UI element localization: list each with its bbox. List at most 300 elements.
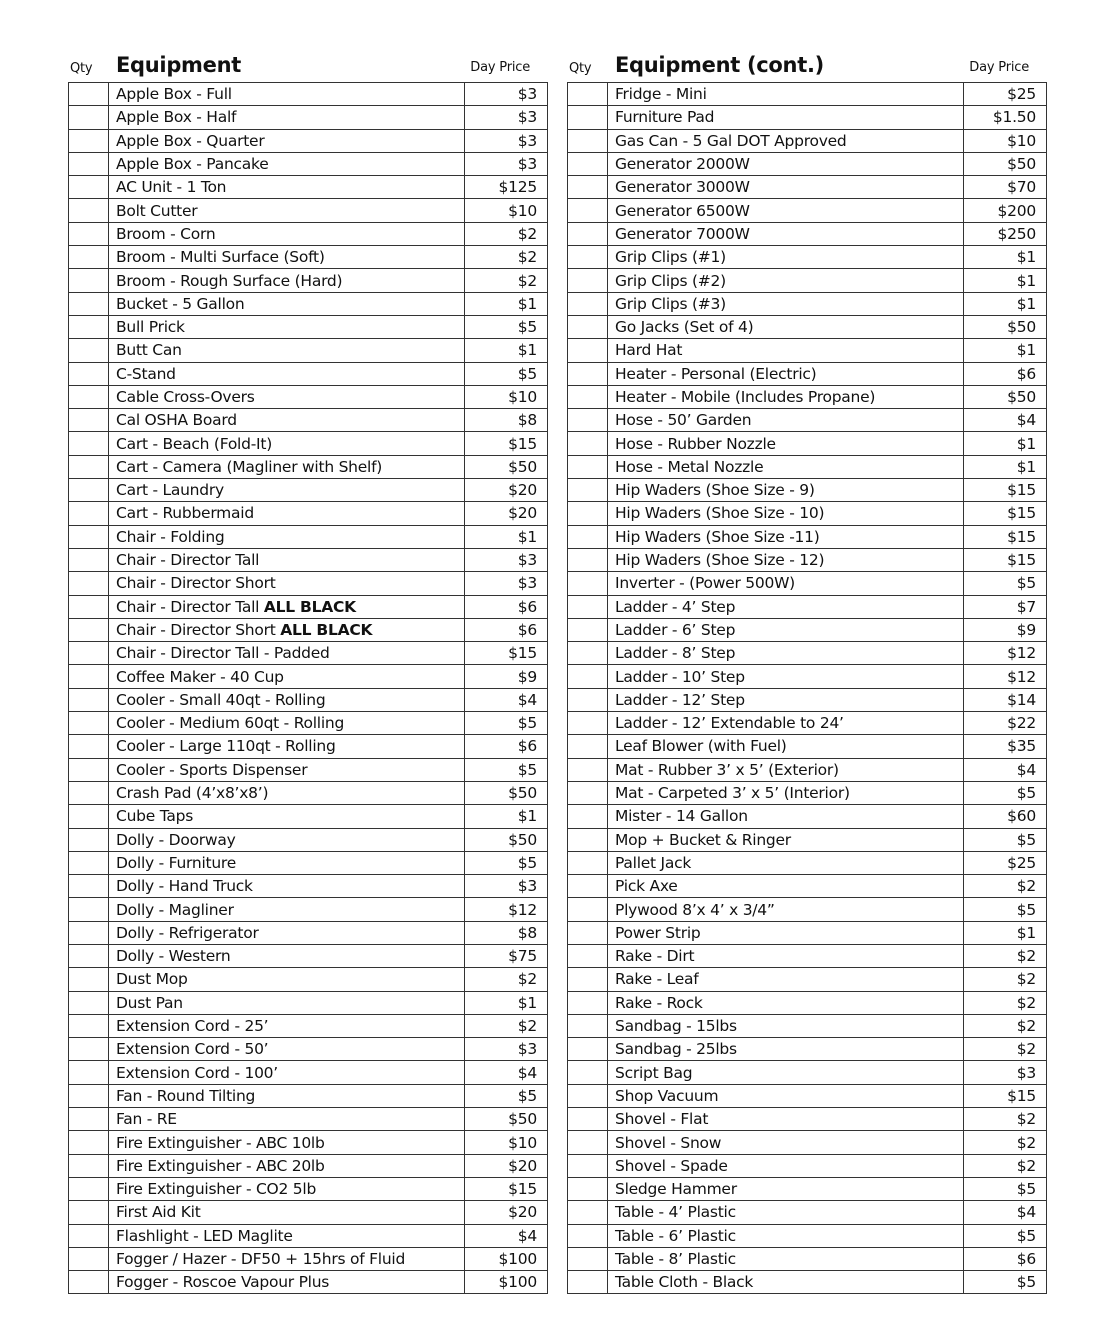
item-name: Pallet Jack <box>615 853 692 872</box>
item-name-cell <box>109 1271 465 1294</box>
day-price-cell: $2 <box>964 944 1047 967</box>
day-price-cell: $1 <box>964 246 1047 269</box>
table-row <box>69 525 548 548</box>
item-name-cell <box>608 152 964 175</box>
item-name-cell <box>109 688 465 711</box>
item-name-cell <box>608 618 964 641</box>
qty-cell[interactable] <box>69 339 109 362</box>
qty-cell[interactable] <box>568 315 608 338</box>
item-name-cell <box>109 1014 465 1037</box>
qty-cell[interactable] <box>568 944 608 967</box>
day-price-cell: $1 <box>465 805 548 828</box>
item-name: Fire Extinguisher - ABC 10lb <box>116 1133 325 1152</box>
qty-cell[interactable] <box>568 688 608 711</box>
item-name: Hip Waders (Shoe Size - 12) <box>615 551 825 570</box>
item-name-cell <box>109 129 465 152</box>
qty-cell[interactable] <box>568 83 608 106</box>
day-price-cell: $2 <box>964 875 1047 898</box>
item-name-cell <box>109 595 465 618</box>
qty-cell[interactable] <box>69 152 109 175</box>
item-name: Generator 7000W <box>615 224 750 243</box>
day-price-cell: $15 <box>465 642 548 665</box>
table-row <box>568 1247 1047 1270</box>
item-name-cell <box>608 805 964 828</box>
table-row <box>69 176 548 199</box>
qty-cell[interactable] <box>568 712 608 735</box>
item-name: Mat - Carpeted 3’ x 5’ (Interior) <box>615 784 850 803</box>
qty-cell[interactable] <box>69 432 109 455</box>
table-row <box>69 83 548 106</box>
qty-cell[interactable] <box>69 875 109 898</box>
day-price-cell: $1 <box>964 921 1047 944</box>
qty-cell[interactable] <box>69 525 109 548</box>
qty-cell[interactable] <box>568 129 608 152</box>
item-name: Broom - Multi Surface (Soft) <box>116 248 325 267</box>
day-price-cell: $20 <box>465 479 548 502</box>
qty-cell[interactable] <box>568 502 608 525</box>
table-row <box>568 315 1047 338</box>
table-row <box>568 851 1047 874</box>
qty-cell[interactable] <box>69 455 109 478</box>
day-price-cell: $1 <box>465 292 548 315</box>
item-name-cell <box>109 642 465 665</box>
day-price-cell: $2 <box>465 269 548 292</box>
item-name-cell <box>109 944 465 967</box>
day-price-cell: $3 <box>465 129 548 152</box>
day-price-cell: $6 <box>465 618 548 641</box>
item-name: Mop + Bucket & Ringer <box>615 830 791 849</box>
day-price-cell: $4 <box>964 409 1047 432</box>
table-row <box>69 1131 548 1154</box>
item-name: Hose - Rubber Nozzle <box>615 434 776 453</box>
item-name: Ladder - 12’ Extendable to 24’ <box>615 714 844 733</box>
item-name-cell <box>109 851 465 874</box>
qty-cell[interactable] <box>69 1014 109 1037</box>
qty-cell[interactable] <box>69 385 109 408</box>
day-price-cell: $22 <box>964 712 1047 735</box>
day-price-cell: $10 <box>465 199 548 222</box>
qty-cell[interactable] <box>69 129 109 152</box>
day-price-cell: $25 <box>964 851 1047 874</box>
table-row <box>568 432 1047 455</box>
item-name: Extension Cord - 50’ <box>116 1040 269 1059</box>
day-price-cell: $2 <box>964 1154 1047 1177</box>
table-row <box>568 1061 1047 1084</box>
item-name: Cooler - Large 110qt - Rolling <box>116 737 336 756</box>
qty-cell[interactable] <box>568 1061 608 1084</box>
item-name-cell <box>109 502 465 525</box>
item-name: Dolly - Magliner <box>116 900 234 919</box>
table-row <box>568 1038 1047 1061</box>
item-name-emphasis: ALL BLACK <box>280 620 373 639</box>
qty-cell[interactable] <box>69 712 109 735</box>
qty-cell[interactable] <box>69 688 109 711</box>
item-name-cell <box>608 362 964 385</box>
day-price-cell: $25 <box>964 83 1047 106</box>
qty-cell[interactable] <box>69 83 109 106</box>
item-name: Script Bag <box>615 1063 693 1082</box>
item-name: Hard Hat <box>615 341 683 360</box>
item-name: Apple Box - Half <box>116 108 237 127</box>
qty-cell[interactable] <box>568 222 608 245</box>
day-price-cell: $15 <box>964 548 1047 571</box>
item-name: Mister - 14 Gallon <box>615 807 748 826</box>
table-row <box>568 409 1047 432</box>
day-price-cell: $2 <box>465 968 548 991</box>
item-name-cell <box>608 1014 964 1037</box>
qty-cell[interactable] <box>568 991 608 1014</box>
qty-cell[interactable] <box>568 176 608 199</box>
item-name: Shovel - Flat <box>615 1110 709 1129</box>
day-price-cell: $2 <box>465 246 548 269</box>
qty-cell[interactable] <box>568 479 608 502</box>
day-price-cell: $9 <box>465 665 548 688</box>
day-price-cell: $100 <box>465 1271 548 1294</box>
day-price-cell: $50 <box>964 385 1047 408</box>
day-price-cell: $15 <box>964 479 1047 502</box>
qty-cell[interactable] <box>69 1177 109 1200</box>
day-price-cell: $12 <box>465 898 548 921</box>
item-name: Power Strip <box>615 923 701 942</box>
table-row <box>568 898 1047 921</box>
item-name-cell <box>608 106 964 129</box>
item-name: Heater - Personal (Electric) <box>615 364 817 383</box>
table-row <box>568 385 1047 408</box>
item-name-cell <box>608 292 964 315</box>
day-price-cell: $4 <box>465 688 548 711</box>
qty-cell[interactable] <box>568 339 608 362</box>
item-name: Hose - Metal Nozzle <box>615 457 764 476</box>
qty-cell[interactable] <box>568 921 608 944</box>
table-row <box>69 479 548 502</box>
table-row <box>568 152 1047 175</box>
qty-cell[interactable] <box>69 805 109 828</box>
table-row <box>568 712 1047 735</box>
item-name-cell <box>608 1131 964 1154</box>
item-name: Table Cloth - Black <box>615 1273 754 1292</box>
day-price-cell: $2 <box>465 1014 548 1037</box>
qty-cell[interactable] <box>69 502 109 525</box>
qty-cell[interactable] <box>568 1038 608 1061</box>
qty-cell[interactable] <box>69 921 109 944</box>
qty-cell[interactable] <box>69 548 109 571</box>
qty-cell[interactable] <box>568 1271 608 1294</box>
qty-cell[interactable] <box>568 1201 608 1224</box>
qty-cell[interactable] <box>69 199 109 222</box>
qty-cell[interactable] <box>69 1271 109 1294</box>
table-row <box>69 199 548 222</box>
day-price-cell: $5 <box>465 851 548 874</box>
qty-cell[interactable] <box>568 1131 608 1154</box>
item-name: Hip Waders (Shoe Size - 9) <box>615 481 815 500</box>
qty-cell[interactable] <box>568 595 608 618</box>
qty-cell[interactable] <box>568 106 608 129</box>
day-price-cell: $1 <box>964 455 1047 478</box>
equipment-column-right <box>567 52 1039 1294</box>
table-row <box>69 735 548 758</box>
day-price-cell: $4 <box>465 1224 548 1247</box>
qty-cell[interactable] <box>568 642 608 665</box>
qty-cell[interactable] <box>69 758 109 781</box>
item-name: Flashlight - LED Maglite <box>116 1226 293 1245</box>
qty-cell[interactable] <box>568 292 608 315</box>
item-name-cell <box>109 106 465 129</box>
item-name-cell <box>608 735 964 758</box>
qty-cell[interactable] <box>69 409 109 432</box>
day-price-cell: $50 <box>964 152 1047 175</box>
day-price-cell: $4 <box>465 1061 548 1084</box>
qty-cell[interactable] <box>69 1201 109 1224</box>
item-name-cell <box>109 758 465 781</box>
qty-cell[interactable] <box>568 362 608 385</box>
item-name: Table - 4’ Plastic <box>615 1203 736 1222</box>
table-row <box>69 106 548 129</box>
item-name: Cart - Rubbermaid <box>116 504 254 523</box>
item-name: Go Jacks (Set of 4) <box>615 318 754 337</box>
qty-cell[interactable] <box>69 991 109 1014</box>
day-price-cell: $3 <box>964 1061 1047 1084</box>
qty-cell[interactable] <box>568 246 608 269</box>
qty-cell[interactable] <box>568 898 608 921</box>
table-row <box>568 362 1047 385</box>
item-name: Generator 6500W <box>615 201 750 220</box>
table-row <box>568 1177 1047 1200</box>
table-row <box>69 991 548 1014</box>
day-price-cell: $15 <box>964 502 1047 525</box>
qty-cell[interactable] <box>568 735 608 758</box>
qty-cell[interactable] <box>568 665 608 688</box>
qty-cell[interactable] <box>568 269 608 292</box>
table-row <box>568 1084 1047 1107</box>
item-name: Fogger - Roscoe Vapour Plus <box>116 1273 330 1292</box>
qty-cell[interactable] <box>69 1061 109 1084</box>
qty-cell[interactable] <box>69 1131 109 1154</box>
day-price-cell: $50 <box>465 455 548 478</box>
day-price-cell: $6 <box>465 735 548 758</box>
day-price-cell: $200 <box>964 199 1047 222</box>
item-name: Generator 2000W <box>615 155 750 174</box>
qty-cell[interactable] <box>568 875 608 898</box>
item-name: Ladder - 6’ Step <box>615 620 736 639</box>
qty-cell[interactable] <box>69 1224 109 1247</box>
item-name-cell <box>608 572 964 595</box>
qty-cell[interactable] <box>69 246 109 269</box>
qty-cell[interactable] <box>69 781 109 804</box>
item-name-cell <box>608 875 964 898</box>
qty-cell[interactable] <box>69 828 109 851</box>
qty-cell[interactable] <box>568 1014 608 1037</box>
item-name-cell <box>608 828 964 851</box>
table-row <box>69 1177 548 1200</box>
table-row <box>69 968 548 991</box>
table-row <box>69 246 548 269</box>
item-name-cell <box>109 176 465 199</box>
item-name-cell <box>608 1271 964 1294</box>
qty-cell[interactable] <box>69 1247 109 1270</box>
day-price-cell: $5 <box>964 1177 1047 1200</box>
day-price-cell: $1 <box>964 269 1047 292</box>
qty-cell[interactable] <box>568 781 608 804</box>
day-price-cell: $14 <box>964 688 1047 711</box>
item-name: Coffee Maker - 40 Cup <box>116 667 284 686</box>
qty-cell[interactable] <box>69 898 109 921</box>
item-name: Heater - Mobile (Includes Propane) <box>615 388 876 406</box>
item-name: Rake - Rock <box>615 993 703 1012</box>
table-row <box>568 222 1047 245</box>
qty-cell[interactable] <box>69 1108 109 1131</box>
item-name: Hose - 50’ Garden <box>615 411 752 430</box>
table-row <box>568 595 1047 618</box>
item-name: Bucket - 5 Gallon <box>116 294 245 313</box>
qty-cell[interactable] <box>69 106 109 129</box>
table-row <box>69 385 548 408</box>
day-price-cell: $2 <box>964 991 1047 1014</box>
item-name: Chair - Director Tall - Padded <box>116 644 330 663</box>
qty-cell[interactable] <box>69 1154 109 1177</box>
item-name: Hip Waders (Shoe Size -11) <box>615 527 820 546</box>
item-name-cell <box>608 385 964 408</box>
item-name: Cart - Beach (Fold-It) <box>116 434 272 453</box>
qty-cell[interactable] <box>568 548 608 571</box>
qty-cell[interactable] <box>69 222 109 245</box>
item-name: Fan - RE <box>116 1110 177 1129</box>
item-name: Fridge - Mini <box>615 85 707 104</box>
table-row <box>568 269 1047 292</box>
equipment-table <box>68 82 548 1294</box>
qty-cell[interactable] <box>69 1084 109 1107</box>
qty-cell[interactable] <box>568 1224 608 1247</box>
qty-cell[interactable] <box>568 432 608 455</box>
qty-cell[interactable] <box>568 152 608 175</box>
item-name-cell <box>109 1061 465 1084</box>
day-price-cell: $15 <box>465 432 548 455</box>
table-row <box>69 269 548 292</box>
item-name: Apple Box - Pancake <box>116 155 269 174</box>
qty-cell[interactable] <box>568 828 608 851</box>
qty-cell[interactable] <box>568 525 608 548</box>
section-title: Equipment (cont.) <box>615 53 824 77</box>
item-name-cell <box>109 269 465 292</box>
table-row <box>69 1247 548 1270</box>
qty-cell[interactable] <box>568 805 608 828</box>
item-name-cell <box>608 1084 964 1107</box>
qty-cell[interactable] <box>568 199 608 222</box>
item-name-cell <box>109 665 465 688</box>
table-row <box>568 548 1047 571</box>
table-row <box>69 129 548 152</box>
item-name: Apple Box - Full <box>116 85 232 104</box>
day-price-cell: $1 <box>964 339 1047 362</box>
table-row <box>568 1154 1047 1177</box>
qty-cell[interactable] <box>568 1154 608 1177</box>
table-row <box>69 339 548 362</box>
day-price-cell: $5 <box>964 572 1047 595</box>
qty-cell[interactable] <box>69 362 109 385</box>
item-name: Dolly - Refrigerator <box>116 923 259 942</box>
qty-cell[interactable] <box>69 315 109 338</box>
qty-cell[interactable] <box>568 618 608 641</box>
table-row <box>568 828 1047 851</box>
equipment-column-left <box>68 52 540 1294</box>
qty-cell[interactable] <box>69 642 109 665</box>
qty-cell[interactable] <box>69 1038 109 1061</box>
qty-cell[interactable] <box>69 572 109 595</box>
item-name: Ladder - 8’ Step <box>615 644 736 663</box>
qty-cell[interactable] <box>568 1247 608 1270</box>
item-name-cell <box>608 991 964 1014</box>
qty-cell[interactable] <box>69 735 109 758</box>
table-row <box>69 362 548 385</box>
item-name-cell <box>608 595 964 618</box>
qty-cell[interactable] <box>568 1108 608 1131</box>
day-price-cell: $5 <box>964 781 1047 804</box>
qty-cell[interactable] <box>568 1084 608 1107</box>
qty-cell[interactable] <box>69 176 109 199</box>
qty-cell[interactable] <box>69 968 109 991</box>
qty-cell[interactable] <box>69 944 109 967</box>
day-price-cell: $9 <box>964 618 1047 641</box>
qty-cell[interactable] <box>568 409 608 432</box>
item-name: Shovel - Snow <box>615 1133 722 1152</box>
item-name-cell <box>608 199 964 222</box>
qty-cell[interactable] <box>69 595 109 618</box>
qty-cell[interactable] <box>69 269 109 292</box>
qty-cell[interactable] <box>69 618 109 641</box>
item-name: Cooler - Medium 60qt - Rolling <box>116 714 345 733</box>
day-price-cell: $125 <box>465 176 548 199</box>
day-price-cell: $20 <box>465 1154 548 1177</box>
table-row <box>568 781 1047 804</box>
table-row <box>568 106 1047 129</box>
item-name-cell <box>109 222 465 245</box>
qty-cell[interactable] <box>69 292 109 315</box>
qty-cell[interactable] <box>568 572 608 595</box>
item-name-cell <box>109 246 465 269</box>
qty-cell[interactable] <box>568 758 608 781</box>
table-row <box>568 83 1047 106</box>
qty-cell[interactable] <box>568 851 608 874</box>
table-row <box>69 1061 548 1084</box>
item-name-cell <box>109 1038 465 1061</box>
qty-cell[interactable] <box>69 665 109 688</box>
item-name-cell <box>109 152 465 175</box>
item-name-cell <box>608 665 964 688</box>
item-name-cell <box>608 921 964 944</box>
qty-cell[interactable] <box>568 1177 608 1200</box>
item-name: Dolly - Hand Truck <box>116 877 253 896</box>
item-name-cell <box>608 642 964 665</box>
qty-cell[interactable] <box>568 455 608 478</box>
table-row <box>568 1201 1047 1224</box>
table-row <box>568 968 1047 991</box>
qty-cell[interactable] <box>69 479 109 502</box>
qty-cell[interactable] <box>568 385 608 408</box>
item-name: Chair - Director Tall <box>116 551 260 570</box>
column-header <box>567 52 1039 82</box>
item-name: Dolly - Furniture <box>116 853 236 872</box>
day-price-cell: $6 <box>964 362 1047 385</box>
table-row <box>568 805 1047 828</box>
day-price-cell: $1 <box>465 525 548 548</box>
table-row <box>568 502 1047 525</box>
table-row <box>69 898 548 921</box>
qty-cell[interactable] <box>69 851 109 874</box>
day-price-cell: $5 <box>964 1271 1047 1294</box>
item-name-cell <box>608 1038 964 1061</box>
day-price-cell: $2 <box>964 1038 1047 1061</box>
qty-cell[interactable] <box>568 968 608 991</box>
item-name-cell <box>109 432 465 455</box>
